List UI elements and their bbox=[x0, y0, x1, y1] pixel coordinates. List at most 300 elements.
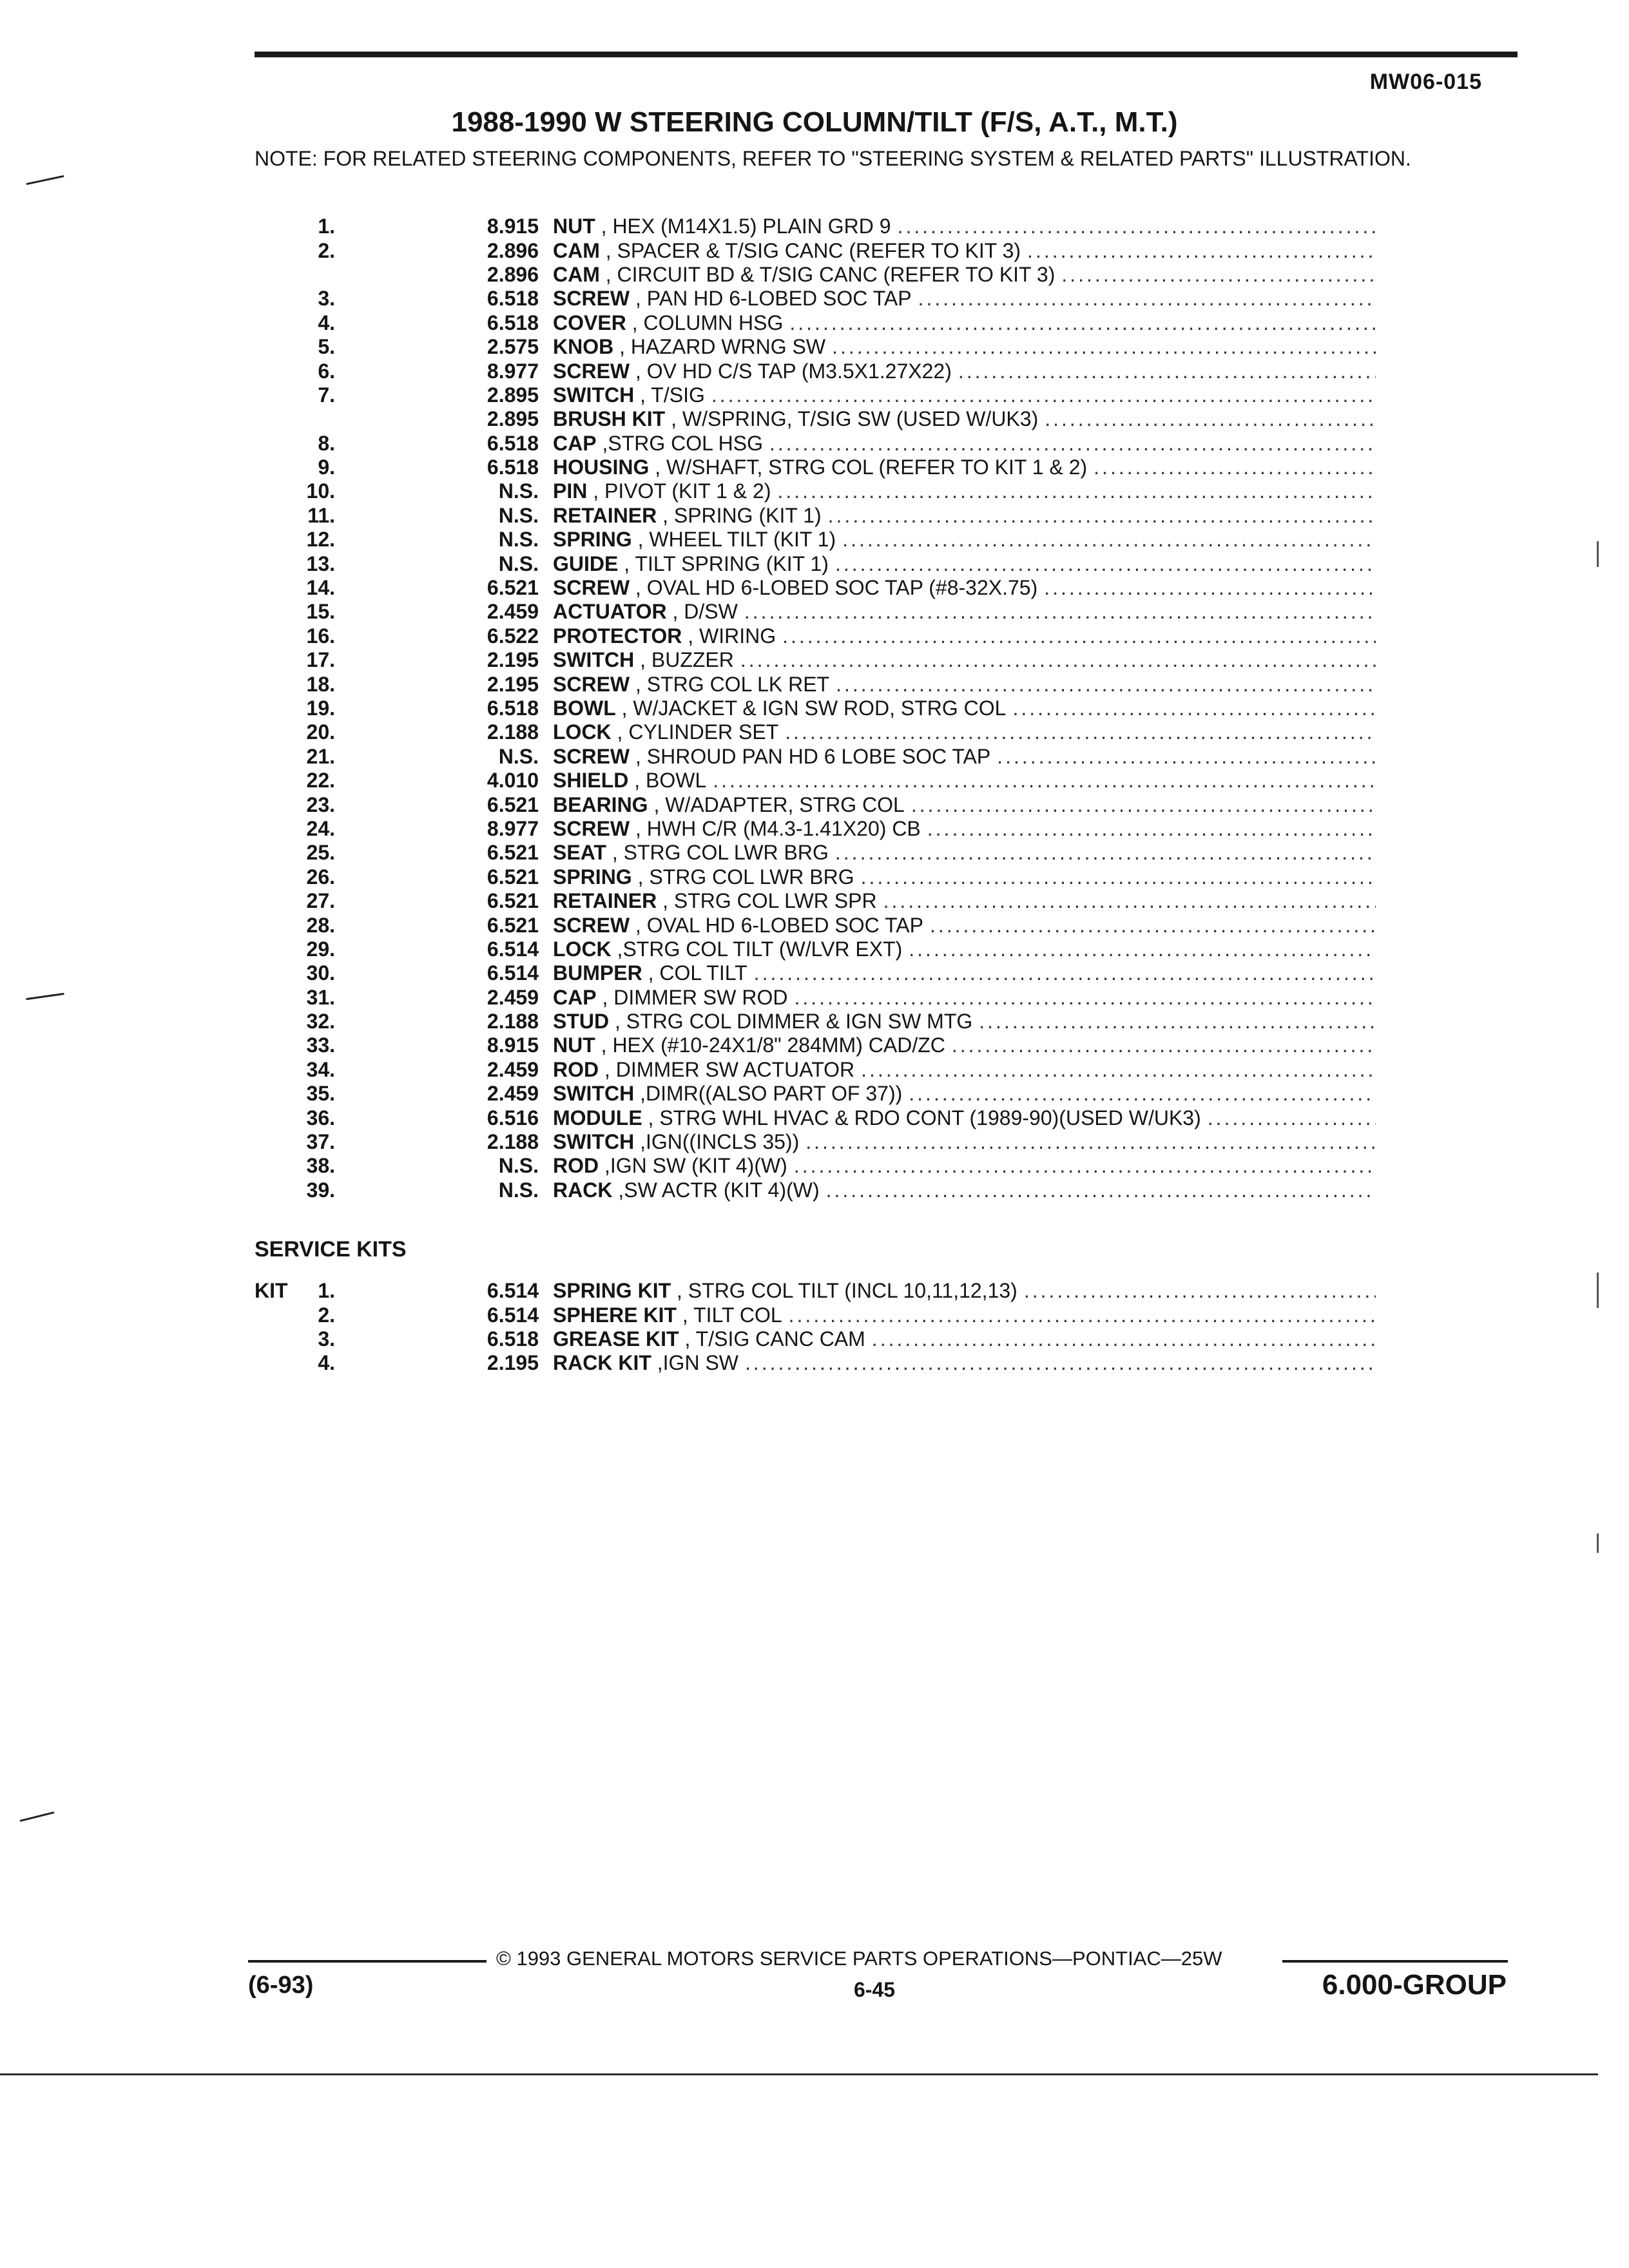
dot-leader bbox=[836, 673, 1376, 697]
dot-leader bbox=[979, 1010, 1376, 1033]
part-detail: , PIVOT (KIT 1 & 2) bbox=[587, 479, 771, 503]
group-number: 4.010 bbox=[487, 769, 539, 793]
dot-leader bbox=[872, 1327, 1376, 1351]
dot-leader bbox=[927, 817, 1376, 841]
item-number: 37. bbox=[306, 1130, 335, 1154]
group-number: 2.459 bbox=[487, 1057, 539, 1081]
group-number: 6.521 bbox=[487, 913, 539, 937]
part-name: SCREW bbox=[553, 672, 630, 696]
part-name: GREASE KIT bbox=[553, 1327, 679, 1350]
part-description bbox=[553, 1010, 1376, 1033]
part-row bbox=[255, 624, 1376, 648]
group-number: 2.895 bbox=[487, 407, 539, 431]
part-name: MODULE bbox=[553, 1106, 642, 1129]
part-name: CAP bbox=[553, 985, 597, 1009]
part-row bbox=[255, 432, 1376, 456]
group-number: 2.195 bbox=[487, 672, 539, 696]
dot-leader bbox=[744, 600, 1376, 624]
part-description bbox=[553, 383, 1376, 407]
part-row bbox=[255, 913, 1376, 937]
item-number: 12. bbox=[306, 528, 335, 552]
part-description bbox=[553, 937, 1376, 961]
part-description bbox=[553, 1058, 1376, 1082]
item-number: 29. bbox=[306, 937, 335, 961]
part-detail: , OVAL HD 6-LOBED SOC TAP (#8-32X.75) bbox=[630, 576, 1038, 600]
part-name: SWITCH bbox=[553, 1082, 635, 1106]
part-name: RETAINER bbox=[553, 503, 657, 527]
footer-rule-right bbox=[1282, 1960, 1508, 1963]
part-row bbox=[255, 1279, 1376, 1303]
group-number: 6.516 bbox=[487, 1106, 539, 1129]
part-name: LOCK bbox=[553, 937, 612, 961]
item-number: 22. bbox=[306, 769, 335, 793]
part-name: BRUSH KIT bbox=[553, 407, 666, 431]
item-number: 39. bbox=[306, 1178, 335, 1202]
part-row bbox=[255, 528, 1376, 552]
parts-list bbox=[255, 215, 1376, 1202]
part-name: SPRING KIT bbox=[553, 1279, 671, 1303]
group-number: 2.575 bbox=[487, 335, 539, 359]
hole-punch-mark bbox=[26, 175, 64, 185]
part-detail: , PAN HD 6-LOBED SOC TAP bbox=[630, 287, 912, 311]
group-number: 6.514 bbox=[487, 937, 539, 961]
part-name: CAM bbox=[553, 262, 600, 286]
part-detail: ,IGN((INCLS 35)) bbox=[634, 1130, 800, 1154]
part-description bbox=[553, 1130, 1376, 1154]
item-number: 19. bbox=[306, 697, 335, 720]
item-number: 3. bbox=[318, 287, 335, 311]
part-row bbox=[255, 1082, 1376, 1106]
item-number: 11. bbox=[307, 503, 335, 527]
note-text: NOTE: FOR RELATED STEERING COMPONENTS, REFER TO "STEERING SYSTEM & RELATED PARTS" ILLUSTRATION. bbox=[255, 147, 1411, 170]
part-row bbox=[255, 769, 1376, 793]
part-description bbox=[553, 889, 1376, 913]
part-detail: ,DIMR((ALSO PART OF 37)) bbox=[634, 1082, 903, 1106]
item-number: 33. bbox=[306, 1033, 335, 1057]
part-row bbox=[255, 1327, 1376, 1351]
part-name: SPRING bbox=[553, 528, 632, 552]
footer-rule-left bbox=[248, 1960, 487, 1963]
part-name: KNOB bbox=[553, 335, 614, 359]
part-row bbox=[255, 407, 1376, 431]
dot-leader bbox=[826, 1178, 1376, 1202]
group-number: 6.521 bbox=[487, 865, 539, 889]
part-row bbox=[255, 793, 1376, 816]
hole-punch-mark bbox=[26, 993, 64, 1000]
part-row bbox=[255, 576, 1376, 600]
part-description bbox=[553, 745, 1376, 769]
part-name: BUMPER bbox=[553, 961, 642, 985]
part-detail: , W/ADAPTER, STRG COL bbox=[648, 793, 905, 816]
part-description bbox=[553, 263, 1376, 287]
part-row bbox=[255, 1178, 1376, 1202]
item-number: 35. bbox=[306, 1082, 335, 1106]
part-description bbox=[553, 287, 1376, 311]
part-detail: , W/SPRING, T/SIG SW (USED W/UK3) bbox=[665, 407, 1039, 431]
group-number: 2.188 bbox=[487, 1130, 539, 1154]
item-number: 5. bbox=[318, 335, 335, 359]
part-row bbox=[255, 383, 1376, 407]
part-name: SEAT bbox=[553, 841, 606, 865]
part-name: ACTUATOR bbox=[553, 600, 667, 624]
part-row bbox=[255, 1351, 1376, 1375]
part-row bbox=[255, 311, 1376, 335]
part-row bbox=[255, 479, 1376, 503]
group-number: N.S. bbox=[498, 503, 539, 527]
part-detail: , COLUMN HSG bbox=[626, 311, 784, 334]
part-detail: ,IGN SW (KIT 4)(W) bbox=[599, 1154, 787, 1178]
group-number: 2.195 bbox=[487, 1351, 539, 1375]
part-detail: , HEX (#10-24X1/8" 284MM) CAD/ZC bbox=[595, 1033, 945, 1057]
item-number: 31. bbox=[306, 985, 335, 1009]
dot-leader bbox=[789, 311, 1376, 335]
item-number: 2. bbox=[318, 238, 335, 262]
group-number: 8.977 bbox=[487, 359, 539, 383]
part-row bbox=[255, 600, 1376, 624]
part-detail: , D/SW bbox=[666, 600, 738, 624]
item-number: 28. bbox=[306, 913, 335, 937]
part-description bbox=[553, 215, 1376, 238]
dot-leader bbox=[861, 865, 1376, 889]
part-detail: ,STRG COL TILT (W/LVR EXT) bbox=[611, 937, 903, 961]
dot-leader bbox=[711, 383, 1376, 407]
part-name: RETAINER bbox=[553, 889, 657, 913]
part-detail: , HWH C/R (M4.3-1.41X20) CB bbox=[630, 816, 921, 840]
part-name: ROD bbox=[553, 1154, 599, 1178]
part-description bbox=[553, 311, 1376, 335]
dot-leader bbox=[918, 287, 1376, 311]
group-number: 8.977 bbox=[487, 816, 539, 840]
item-number: 36. bbox=[306, 1106, 335, 1129]
group-number: 2.896 bbox=[487, 238, 539, 262]
part-name: RACK KIT bbox=[553, 1351, 651, 1375]
group-label: 6.000-GROUP bbox=[1322, 1969, 1507, 2001]
part-description bbox=[553, 720, 1376, 744]
part-description bbox=[553, 1033, 1376, 1057]
group-number: 8.915 bbox=[487, 215, 539, 238]
part-name: SWITCH bbox=[553, 1130, 635, 1154]
part-row bbox=[255, 456, 1376, 479]
part-name: GUIDE bbox=[553, 552, 619, 575]
kit-prefix: KIT bbox=[255, 1279, 288, 1303]
part-row bbox=[255, 961, 1376, 985]
part-name: ROD bbox=[553, 1057, 599, 1081]
part-row bbox=[255, 865, 1376, 889]
part-row bbox=[255, 215, 1376, 238]
part-row bbox=[255, 841, 1376, 865]
dot-leader bbox=[769, 432, 1376, 456]
part-description bbox=[553, 817, 1376, 841]
part-name: CAM bbox=[553, 238, 600, 262]
group-number: 2.896 bbox=[487, 262, 539, 286]
part-row bbox=[255, 1130, 1376, 1154]
part-description bbox=[553, 432, 1376, 456]
group-number: 2.188 bbox=[487, 720, 539, 744]
item-number: 16. bbox=[306, 624, 335, 648]
group-number: N.S. bbox=[498, 552, 539, 575]
dot-leader bbox=[789, 1303, 1376, 1327]
group-number: 2.459 bbox=[487, 600, 539, 624]
group-number: 6.521 bbox=[487, 793, 539, 816]
dot-leader bbox=[930, 914, 1376, 937]
group-number: 2.188 bbox=[487, 1010, 539, 1033]
group-number: 2.459 bbox=[487, 985, 539, 1009]
dot-leader bbox=[911, 793, 1376, 817]
part-row bbox=[255, 697, 1376, 720]
part-description bbox=[553, 769, 1376, 793]
part-description bbox=[553, 528, 1376, 552]
part-detail: , STRG COL TILT (INCL 10,11,12,13) bbox=[671, 1279, 1017, 1303]
part-description bbox=[553, 986, 1376, 1010]
part-detail: , HEX (M14X1.5) PLAIN GRD 9 bbox=[595, 215, 891, 238]
part-detail: , TILT SPRING (KIT 1) bbox=[618, 552, 829, 575]
group-number: 2.895 bbox=[487, 383, 539, 407]
part-detail: , W/JACKET & IGN SW ROD, STRG COL bbox=[615, 697, 1007, 720]
group-number: N.S. bbox=[498, 1178, 539, 1202]
item-number: 4. bbox=[318, 1351, 335, 1375]
group-number: N.S. bbox=[498, 1154, 539, 1178]
part-detail: , SPACER & T/SIG CANC (REFER TO KIT 3) bbox=[599, 238, 1021, 262]
part-detail: , T/SIG bbox=[634, 383, 705, 407]
part-detail: , HAZARD WRNG SW bbox=[613, 335, 826, 359]
item-number: 23. bbox=[306, 793, 335, 816]
part-name: PIN bbox=[553, 479, 588, 503]
scan-speck bbox=[1597, 541, 1599, 567]
part-name: SCREW bbox=[553, 287, 630, 311]
part-description bbox=[553, 1303, 1376, 1327]
dot-leader bbox=[909, 937, 1376, 961]
part-detail: , WHEEL TILT (KIT 1) bbox=[631, 528, 836, 552]
part-row bbox=[255, 720, 1376, 744]
part-name: SWITCH bbox=[553, 648, 635, 672]
part-row bbox=[255, 335, 1376, 359]
part-detail: , BUZZER bbox=[634, 648, 734, 672]
item-number: 8. bbox=[318, 431, 335, 455]
dot-leader bbox=[952, 1033, 1376, 1057]
part-name: SWITCH bbox=[553, 383, 635, 407]
item-number: 9. bbox=[318, 456, 335, 479]
part-description bbox=[553, 1082, 1376, 1106]
dot-leader bbox=[1024, 1279, 1376, 1303]
item-number: 6. bbox=[318, 359, 335, 383]
item-number: 20. bbox=[306, 720, 335, 744]
part-description bbox=[553, 504, 1376, 528]
part-detail: , STRG COL LWR BRG bbox=[631, 865, 854, 889]
part-detail: , SPRING (KIT 1) bbox=[657, 503, 822, 527]
dot-leader bbox=[883, 889, 1376, 913]
group-number: 6.514 bbox=[487, 1279, 539, 1303]
part-detail: , STRG WHL HVAC & RDO CONT (1989-90)(USED W/UK3) bbox=[642, 1106, 1201, 1129]
part-detail: , COL TILT bbox=[642, 961, 747, 985]
part-row bbox=[255, 817, 1376, 841]
part-name: NUT bbox=[553, 215, 595, 238]
item-number: 1. bbox=[318, 215, 335, 238]
dot-leader bbox=[832, 335, 1376, 359]
item-number: 26. bbox=[306, 865, 335, 889]
group-number: 6.518 bbox=[487, 697, 539, 720]
part-row bbox=[255, 238, 1376, 262]
part-row bbox=[255, 745, 1376, 769]
dot-leader bbox=[1045, 407, 1376, 431]
dot-leader bbox=[909, 1082, 1376, 1106]
dot-leader bbox=[828, 504, 1376, 528]
dot-leader bbox=[898, 215, 1376, 238]
part-detail: , STRG COL LK RET bbox=[630, 672, 830, 696]
dot-leader bbox=[835, 841, 1376, 865]
part-detail: ,IGN SW bbox=[651, 1351, 738, 1375]
part-description bbox=[553, 697, 1376, 720]
part-row bbox=[255, 1058, 1376, 1082]
part-description bbox=[553, 360, 1376, 383]
part-row bbox=[255, 889, 1376, 913]
part-description bbox=[553, 793, 1376, 817]
group-number: N.S. bbox=[498, 528, 539, 552]
dot-leader bbox=[754, 961, 1376, 985]
part-detail: , DIMMER SW ACTUATOR bbox=[599, 1057, 855, 1081]
group-number: N.S. bbox=[498, 744, 539, 768]
part-description bbox=[553, 961, 1376, 985]
group-number: 6.522 bbox=[487, 624, 539, 648]
part-detail: , BOWL bbox=[628, 769, 707, 793]
dot-leader bbox=[805, 1130, 1376, 1154]
part-name: CAP bbox=[553, 431, 597, 455]
item-number: 10. bbox=[306, 479, 335, 503]
part-name: SHIELD bbox=[553, 769, 629, 793]
part-row bbox=[255, 1303, 1376, 1327]
item-number: 3. bbox=[318, 1327, 335, 1350]
item-number: 4. bbox=[318, 311, 335, 334]
scan-speck bbox=[1597, 1533, 1599, 1553]
item-number: 25. bbox=[306, 841, 335, 865]
part-row bbox=[255, 1033, 1376, 1057]
item-number: 27. bbox=[306, 889, 335, 913]
part-detail: , TILT COL bbox=[677, 1303, 782, 1327]
item-number: 13. bbox=[306, 552, 335, 575]
part-row bbox=[255, 287, 1376, 311]
part-name: PROTECTOR bbox=[553, 624, 682, 648]
part-description bbox=[553, 1178, 1376, 1202]
dot-leader bbox=[794, 986, 1376, 1010]
part-detail: , T/SIG CANC CAM bbox=[679, 1327, 865, 1350]
part-name: HOUSING bbox=[553, 456, 650, 479]
dot-leader bbox=[842, 528, 1376, 552]
dot-leader bbox=[740, 648, 1376, 672]
part-row bbox=[255, 1154, 1376, 1178]
copyright-text: © 1993 GENERAL MOTORS SERVICE PARTS OPERATIONS—PONTIAC—25W bbox=[496, 1947, 1222, 1970]
part-detail: , OV HD C/S TAP (M3.5X1.27X22) bbox=[630, 359, 952, 383]
dot-leader bbox=[1012, 697, 1376, 720]
dot-leader bbox=[1044, 576, 1376, 600]
hole-punch-mark bbox=[19, 1811, 54, 1821]
part-detail: , CYLINDER SET bbox=[611, 720, 779, 744]
part-row bbox=[255, 359, 1376, 383]
part-row bbox=[255, 552, 1376, 575]
dot-leader bbox=[835, 552, 1376, 576]
group-number: 6.514 bbox=[487, 961, 539, 985]
part-row bbox=[255, 937, 1376, 961]
part-description bbox=[553, 600, 1376, 624]
item-number: 32. bbox=[306, 1010, 335, 1033]
group-number: N.S. bbox=[498, 479, 539, 503]
part-detail: , SHROUD PAN HD 6 LOBE SOC TAP bbox=[630, 744, 991, 768]
part-row bbox=[255, 986, 1376, 1010]
part-row bbox=[255, 1010, 1376, 1033]
item-number: 30. bbox=[306, 961, 335, 985]
group-number: 6.518 bbox=[487, 287, 539, 311]
part-name: SPHERE KIT bbox=[553, 1303, 677, 1327]
part-detail: , OVAL HD 6-LOBED SOC TAP bbox=[630, 913, 923, 937]
part-name: SCREW bbox=[553, 576, 630, 600]
dot-leader bbox=[777, 479, 1376, 503]
item-number: 1. bbox=[318, 1279, 335, 1303]
group-number: 2.459 bbox=[487, 1082, 539, 1106]
part-detail: , STRG COL LWR SPR bbox=[657, 889, 877, 913]
scan-edge-line bbox=[0, 2073, 1598, 2075]
part-row bbox=[255, 1106, 1376, 1129]
part-description bbox=[553, 624, 1376, 648]
part-name: STUD bbox=[553, 1010, 610, 1033]
service-kits-heading: SERVICE KITS bbox=[255, 1237, 407, 1262]
dot-leader bbox=[713, 769, 1376, 793]
item-number: 18. bbox=[306, 672, 335, 696]
group-number: 6.518 bbox=[487, 311, 539, 334]
part-detail: ,STRG COL HSG bbox=[596, 431, 763, 455]
part-name: NUT bbox=[553, 1033, 595, 1057]
header-rule bbox=[255, 52, 1518, 57]
dot-leader bbox=[958, 360, 1376, 383]
page-number: 6-45 bbox=[854, 1978, 896, 2001]
item-number: 15. bbox=[306, 600, 335, 624]
dot-leader bbox=[1208, 1106, 1376, 1130]
item-number: 24. bbox=[306, 816, 335, 840]
part-name: SCREW bbox=[553, 816, 630, 840]
group-number: 6.518 bbox=[487, 1327, 539, 1350]
group-number: 6.514 bbox=[487, 1303, 539, 1327]
part-detail: ,SW ACTR (KIT 4)(W) bbox=[612, 1178, 820, 1202]
part-description bbox=[553, 552, 1376, 576]
part-description bbox=[553, 1154, 1376, 1178]
part-description bbox=[553, 1351, 1376, 1375]
part-name: RACK bbox=[553, 1178, 613, 1202]
part-description bbox=[553, 576, 1376, 600]
part-name: SCREW bbox=[553, 913, 630, 937]
part-name: LOCK bbox=[553, 720, 612, 744]
part-detail: , DIMMER SW ROD bbox=[596, 985, 788, 1009]
part-description bbox=[553, 1106, 1376, 1130]
part-detail: , STRG COL DIMMER & IGN SW MTG bbox=[609, 1010, 973, 1033]
part-description bbox=[553, 335, 1376, 359]
group-number: 6.518 bbox=[487, 456, 539, 479]
dot-leader bbox=[1061, 263, 1376, 287]
part-description bbox=[553, 841, 1376, 865]
part-name: BOWL bbox=[553, 697, 616, 720]
item-number: 14. bbox=[306, 576, 335, 600]
part-row bbox=[255, 672, 1376, 696]
dot-leader bbox=[794, 1154, 1376, 1178]
part-description bbox=[553, 1327, 1376, 1351]
dot-leader bbox=[745, 1351, 1376, 1375]
part-detail: , W/SHAFT, STRG COL (REFER TO KIT 1 & 2) bbox=[649, 456, 1088, 479]
part-description bbox=[553, 407, 1376, 431]
dot-leader bbox=[861, 1058, 1376, 1082]
part-description bbox=[553, 914, 1376, 937]
item-number: 38. bbox=[306, 1154, 335, 1178]
group-number: 8.915 bbox=[487, 1033, 539, 1057]
part-name: SPRING bbox=[553, 865, 632, 889]
item-number: 7. bbox=[318, 383, 335, 407]
item-number: 2. bbox=[318, 1303, 335, 1327]
part-description bbox=[553, 479, 1376, 503]
